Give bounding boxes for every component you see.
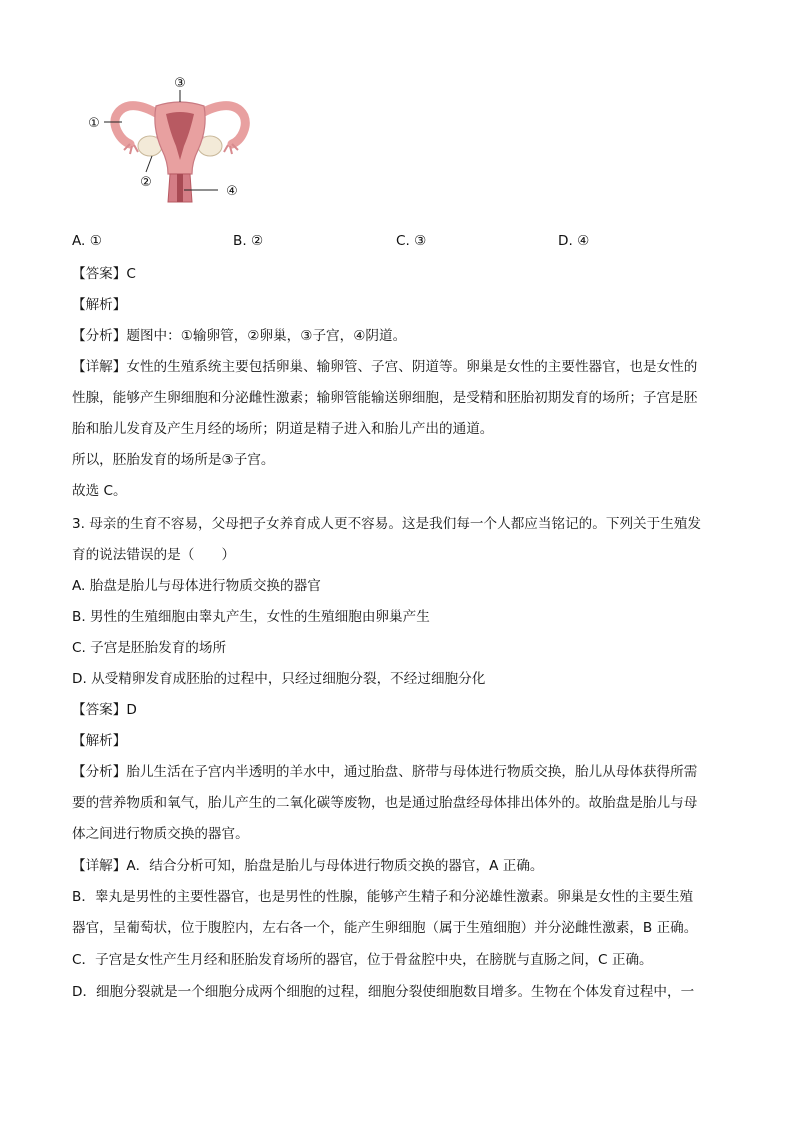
label-3: ③ <box>174 76 186 91</box>
q2-xiangjie-1: 【详解】女性的生殖系统主要包括卵巢、输卵管、子宫、阴道等。卵巢是女性的主要性器官，也是女性的 <box>72 359 698 375</box>
q3-analysis-title: 【解析】 <box>72 733 127 749</box>
option-d: D. ④ <box>558 233 590 249</box>
q2-answer: 【答案】C <box>72 266 136 282</box>
label-1: ① <box>88 116 100 131</box>
reproductive-system-figure <box>84 70 274 210</box>
q3-fenxi-1: 【分析】胎儿生活在子宫内半透明的羊水中，通过胎盘、脐带与母体进行物质交换，胎儿从母体获得所需 <box>72 764 698 780</box>
q2-options <box>0 233 794 253</box>
q3-fenxi-2: 要的营养物质和氧气，胎儿产生的二氧化碳等废物，也是通过胎盘经母体排出体外的。故胎盘是胎儿与母 <box>72 795 698 811</box>
label-2: ② <box>140 175 152 190</box>
q3-stem-2: 育的说法错误的是（ ） <box>72 547 236 563</box>
q3-option-b: B. 男性的生殖细胞由睾丸产生，女性的生殖细胞由卵巢产生 <box>72 609 430 625</box>
q3-answer: 【答案】D <box>72 702 137 718</box>
q3-xiangjie-a: 【详解】A．结合分析可知，胎盘是胎儿与母体进行物质交换的器官，A 正确。 <box>72 858 544 874</box>
q2-conclusion: 所以，胚胎发育的场所是③子宫。 <box>72 452 275 468</box>
q2-choose: 故选 C。 <box>72 483 127 499</box>
q2-xiangjie-2: 性腺，能够产生卵细胞和分泌雌性激素；输卵管能输送卵细胞，是受精和胚胎初期发育的场所；子宫是胚 <box>72 390 698 406</box>
option-b: B. ② <box>233 233 264 249</box>
q3-stem-1: 3. 母亲的生育不容易，父母把子女养育成人更不容易。这是我们每一个人都应当铭记的。下列关于生殖发 <box>72 516 702 532</box>
q2-analysis-title: 【解析】 <box>72 297 127 313</box>
option-a: A. ① <box>72 233 102 249</box>
q2-fenxi: 【分析】题图中：①输卵管，②卵巢，③子宫，④阴道。 <box>72 328 407 344</box>
q3-xiangjie-c: C．子宫是女性产生月经和胚胎发育场所的器官，位于骨盆腔中央，在膀胱与直肠之间，C 正确。 <box>72 952 653 968</box>
option-c: C. ③ <box>396 233 427 249</box>
q3-option-d: D. 从受精卵发育成胚胎的过程中，只经过细胞分裂，不经过细胞分化 <box>72 671 486 687</box>
q3-xiangjie-b2: 器官，呈葡萄状，位于腹腔内，左右各一个，能产生卵细胞（属于生殖细胞）并分泌雌性激素，B 正确。 <box>72 920 698 936</box>
q3-xiangjie-b1: B．睾丸是男性的主要性器官，也是男性的性腺，能够产生精子和分泌雄性激素。卵巢是女性的主要生殖 <box>72 889 694 905</box>
q3-option-a: A. 胎盘是胎儿与母体进行物质交换的器官 <box>72 578 321 594</box>
q2-xiangjie-3: 胎和胎儿发育及产生月经的场所；阴道是精子进入和胎儿产出的通道。 <box>72 421 494 437</box>
q3-option-c: C. 子宫是胚胎发育的场所 <box>72 640 227 656</box>
q3-fenxi-3: 体之间进行物质交换的器官。 <box>72 826 249 842</box>
uterus-diagram <box>84 70 274 210</box>
q3-xiangjie-d: D．细胞分裂就是一个细胞分成两个细胞的过程，细胞分裂使细胞数目增多。生物在个体发育过程中，一 <box>72 984 695 1000</box>
label-4: ④ <box>226 184 238 199</box>
